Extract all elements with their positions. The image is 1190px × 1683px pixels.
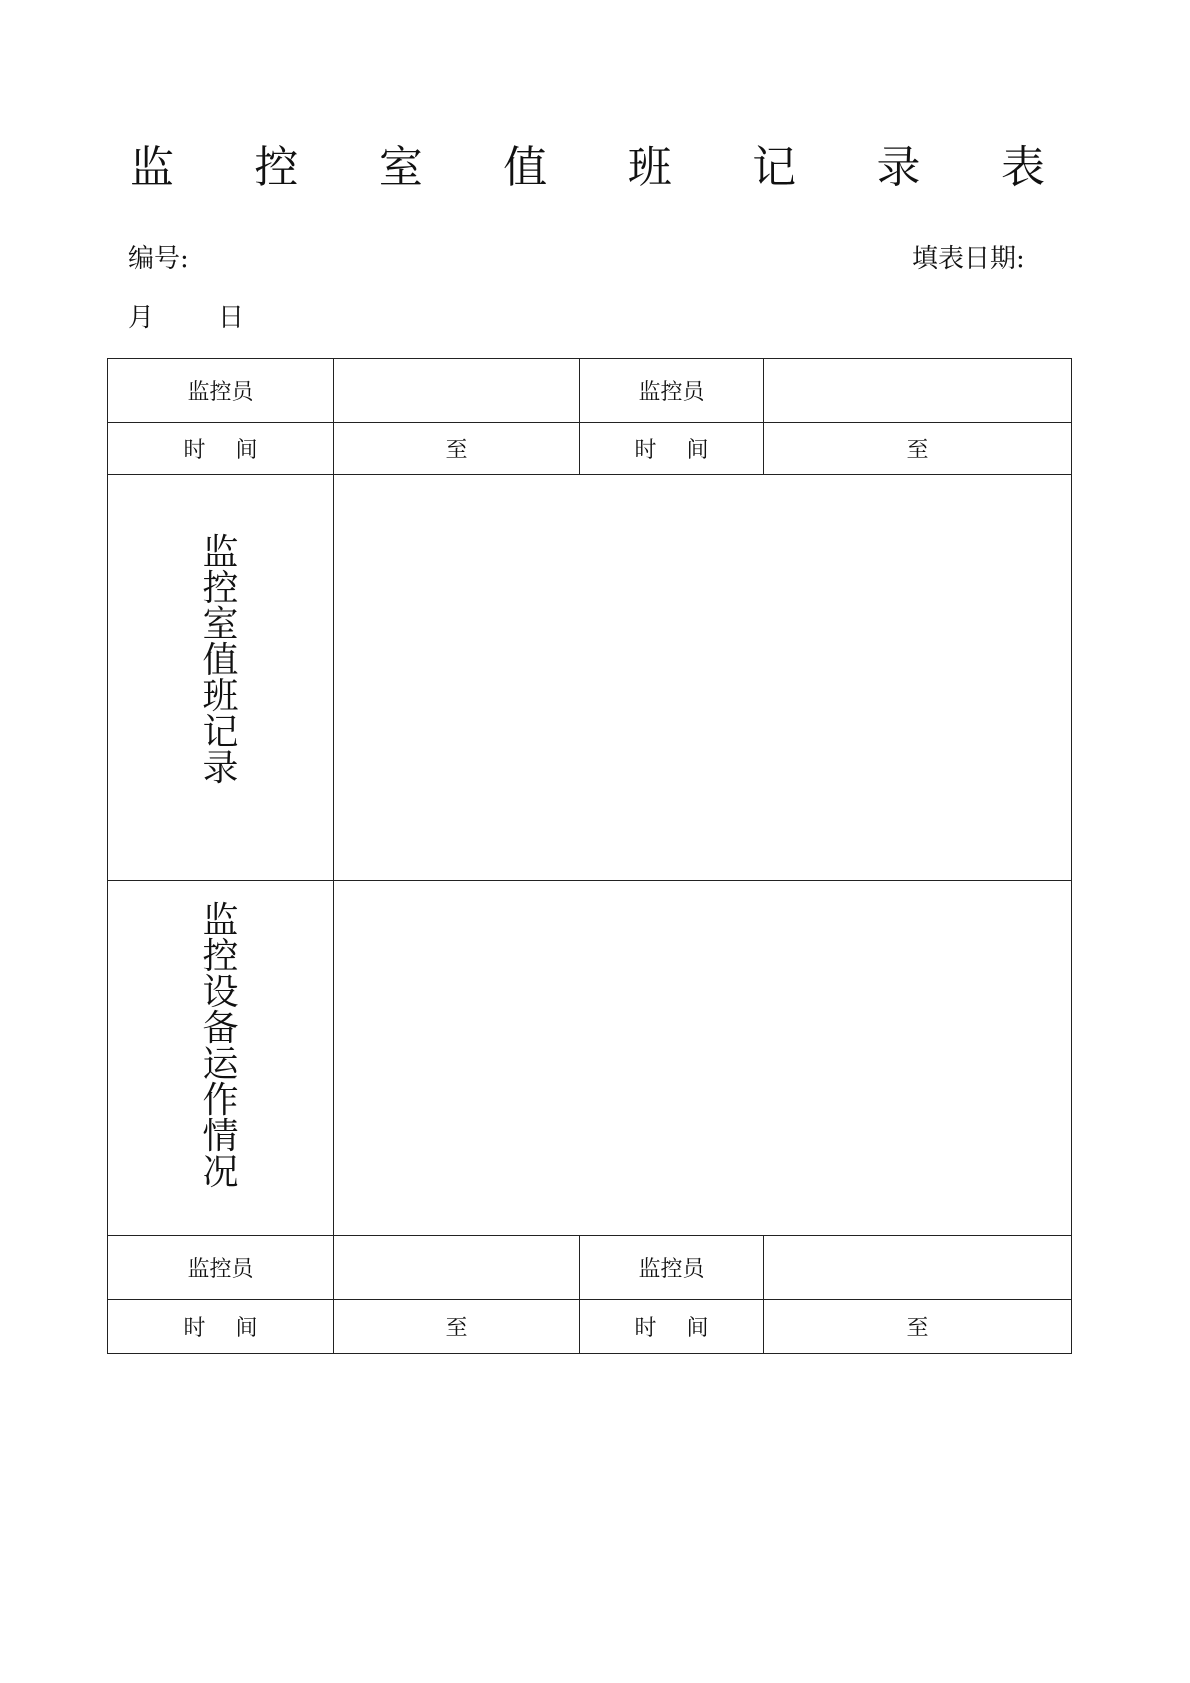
label-char: 值	[202, 640, 239, 681]
monitor-name-field[interactable]	[334, 1236, 580, 1300]
to-label: 至	[906, 438, 929, 463]
title-char: 控	[254, 142, 299, 193]
label-char: 控	[202, 936, 239, 977]
time-label-char: 时	[183, 1316, 206, 1341]
label-char: 作	[202, 1080, 239, 1121]
equipment-status-label	[108, 900, 333, 1257]
duty-record-label	[108, 532, 333, 940]
time-label-char: 间	[235, 1316, 258, 1341]
page-title	[130, 138, 1045, 198]
monitor-label-cell	[580, 359, 764, 423]
equipment-status-field[interactable]	[334, 881, 1072, 1236]
table-row	[108, 881, 1072, 1236]
title-char: 监	[130, 142, 174, 193]
label-char: 记	[202, 712, 239, 753]
monitor-label: 监控员	[638, 380, 705, 405]
title-char: 值	[503, 142, 548, 193]
day-label: 日	[218, 303, 245, 333]
duty-record-table	[107, 358, 1072, 1354]
time-range-field[interactable]	[764, 423, 1072, 475]
time-range-field[interactable]	[764, 1300, 1072, 1354]
month-label: 月	[128, 303, 155, 333]
label-char: 况	[202, 1152, 239, 1193]
time-label-cell	[580, 1300, 764, 1354]
label-char: 监	[202, 532, 239, 573]
to-label: 至	[445, 1316, 468, 1341]
time-label-char: 时	[634, 1316, 657, 1341]
title-char: 室	[378, 142, 423, 193]
label-char: 情	[202, 1116, 239, 1157]
fill-date-label: 填表日期:	[912, 244, 1025, 274]
serial-number-label: 编号:	[128, 244, 189, 274]
to-label: 至	[445, 438, 468, 463]
table-row	[108, 359, 1072, 423]
monitor-name-field[interactable]	[334, 359, 580, 423]
monitor-label: 监控员	[638, 1257, 705, 1282]
monitor-name-field[interactable]	[764, 1236, 1072, 1300]
monitor-label: 监控员	[187, 380, 254, 405]
duty-record-field[interactable]	[334, 475, 1072, 881]
title-char: 记	[752, 142, 797, 193]
table-row	[108, 1300, 1072, 1354]
monitor-name-field[interactable]	[764, 359, 1072, 423]
title-char: 表	[1000, 142, 1045, 193]
table-row	[108, 475, 1072, 881]
time-label-char: 间	[686, 1316, 709, 1341]
time-range-field[interactable]	[334, 423, 580, 475]
time-label-char: 间	[686, 438, 709, 463]
label-char: 录	[202, 748, 239, 789]
label-char: 设	[202, 972, 239, 1013]
label-char: 运	[202, 1044, 239, 1085]
label-char: 监	[202, 900, 239, 941]
time-label-cell	[108, 1300, 334, 1354]
time-range-field[interactable]	[334, 1300, 580, 1354]
monitor-label-cell	[580, 1236, 764, 1300]
time-label-char: 时	[634, 438, 657, 463]
time-label-char: 间	[235, 438, 258, 463]
table-row	[108, 423, 1072, 475]
time-label-cell	[580, 423, 764, 475]
monitor-label-cell	[108, 359, 334, 423]
equipment-status-label-cell	[108, 881, 334, 1236]
title-char: 班	[627, 142, 672, 193]
duty-record-label-cell	[108, 475, 334, 881]
to-label: 至	[906, 1316, 929, 1341]
monitor-label: 监控员	[187, 1257, 254, 1282]
time-label-cell	[108, 423, 334, 475]
label-char: 室	[202, 604, 239, 645]
label-char: 控	[202, 568, 239, 609]
time-label-char: 时	[183, 438, 206, 463]
title-char: 录	[876, 142, 921, 193]
label-char: 班	[202, 676, 239, 717]
label-char: 备	[202, 1008, 239, 1049]
